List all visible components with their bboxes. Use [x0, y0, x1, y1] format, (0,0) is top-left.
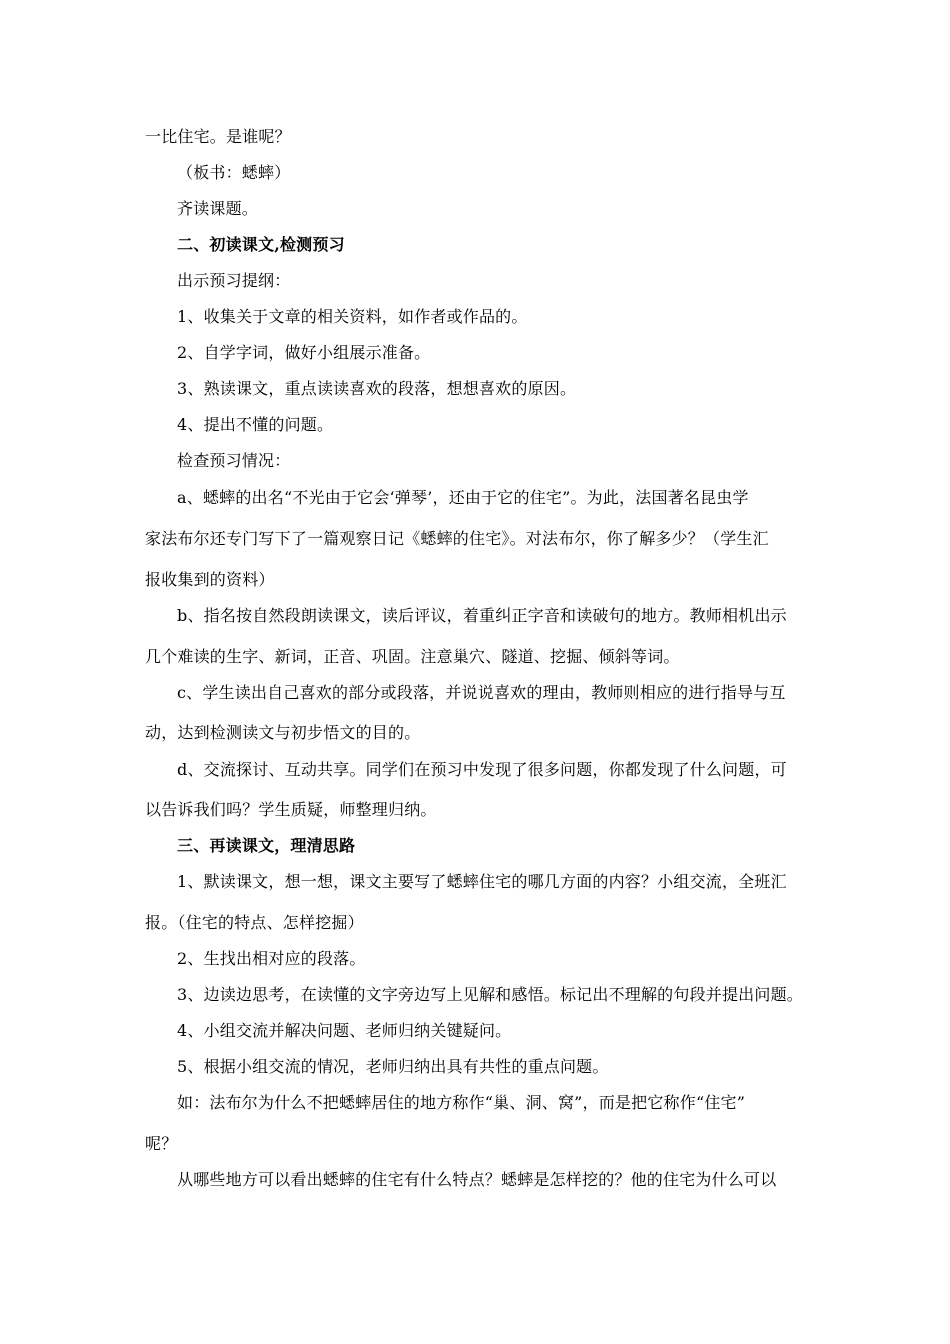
paragraph-line-5: 出示预习提纲： [177, 271, 291, 290]
paragraph-line-2: （板书：蟋蟀） [177, 163, 291, 182]
paragraph-line-8: 3、熟读课文，重点读读喜欢的段落，想想喜欢的原因。 [177, 379, 577, 398]
paragraph-line-12: 家法布尔还专门写下了一篇观察日记《蟋蟀的住宅》。对法布尔，你了解多少？（学生汇 [145, 529, 769, 548]
paragraph-line-11: a、蟋蟀的出名“不光由于它会‘弹琴’，还由于它的住宅”。为此，法国著名昆虫学 [177, 488, 749, 507]
section-heading-2: 二、初读课文,检测预习 [177, 235, 345, 254]
paragraph-line-16: c、学生读出自己喜欢的部分或段落，并说说喜欢的理由，教师则相应的进行指导与互 [177, 683, 786, 702]
paragraph-line-6: 1、收集关于文章的相关资料，如作者或作品的。 [177, 307, 528, 326]
paragraph-line-24: 3、边读边思考，在读懂的文字旁边写上见解和感悟。标记出不理解的句段并提出问题。 [177, 985, 803, 1004]
section-heading-3: 三、再读课文，理清思路 [177, 836, 356, 855]
paragraph-line-25: 4、小组交流并解决问题、老师归纳关键疑问。 [177, 1021, 512, 1040]
paragraph-line-17: 动，达到检测读文与初步悟文的目的。 [145, 723, 421, 742]
paragraph-line-14: b、指名按自然段朗读课文，读后评议，着重纠正字音和读破句的地方。教师相机出示 [177, 606, 787, 625]
paragraph-line-26: 5、根据小组交流的情况，老师归纳出具有共性的重点问题。 [177, 1057, 609, 1076]
paragraph-line-22: 报。（住宅的特点、怎样挖掘） [145, 913, 364, 932]
paragraph-line-27: 如：法布尔为什么不把蟋蟀居住的地方称作“巢、洞、窝”，而是把它称作“住宅” [177, 1093, 746, 1112]
paragraph-line-15: 几个难读的生字、新词，正音、巩固。注意巢穴、隧道、挖掘、倾斜等词。 [145, 647, 680, 666]
paragraph-line-21: 1、默读课文，想一想，课文主要写了蟋蟀住宅的哪几方面的内容？小组交流，全班汇 [177, 872, 787, 891]
paragraph-line-7: 2、自学字词，做好小组展示准备。 [177, 343, 431, 362]
paragraph-line-29: 从哪些地方可以看出蟋蟀的住宅有什么特点？蟋蟀是怎样挖的？他的住宅为什么可以 [177, 1170, 777, 1189]
paragraph-line-28: 呢？ [145, 1134, 178, 1153]
paragraph-line-23: 2、生找出相对应的段落。 [177, 949, 366, 968]
paragraph-line-1: 一比住宅。是谁呢？ [145, 127, 291, 146]
paragraph-line-19: 以告诉我们吗？学生质疑，师整理归纳。 [145, 800, 437, 819]
paragraph-line-3: 齐读课题。 [177, 199, 259, 218]
paragraph-line-9: 4、提出不懂的问题。 [177, 415, 334, 434]
paragraph-line-18: d、交流探讨、互动共享。同学们在预习中发现了很多问题，你都发现了什么问题，可 [177, 760, 787, 779]
paragraph-line-13: 报收集到的资料） [145, 570, 275, 589]
paragraph-line-10: 检查预习情况： [177, 451, 291, 470]
